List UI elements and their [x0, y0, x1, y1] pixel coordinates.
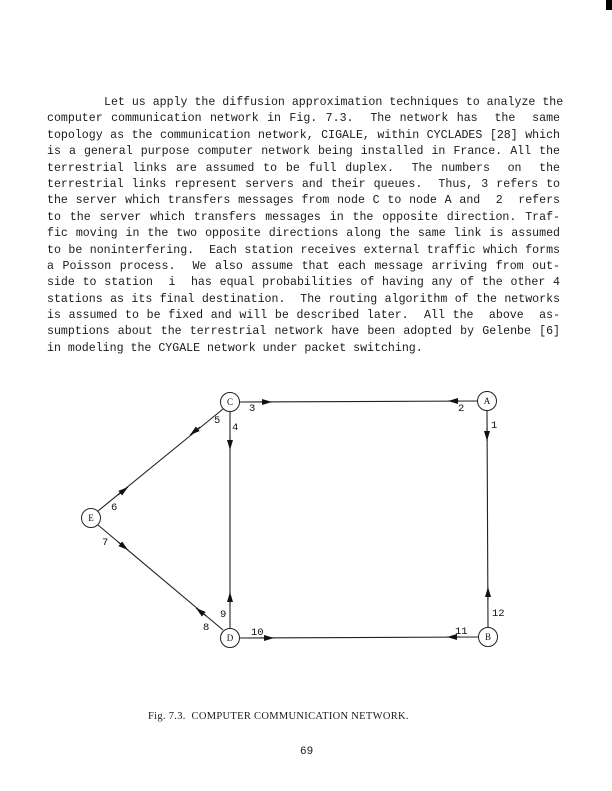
node-label-E: E — [88, 513, 94, 523]
node-label-B: B — [484, 632, 492, 642]
text-line: is a general purpose computer network being installed in France. All the — [47, 145, 560, 159]
link-C-A — [239, 401, 478, 402]
edge-label-12: 12 — [492, 608, 505, 620]
edge-label-8: 8 — [203, 622, 210, 634]
edge-label-3: 3 — [249, 403, 256, 415]
node-label-A: A — [483, 396, 491, 406]
link-D-B — [239, 637, 479, 638]
edge-label-10: 10 — [251, 627, 264, 639]
text-line: fic moving in the two opposite directions along the same link is assumed — [47, 227, 560, 241]
link-E-C — [98, 409, 223, 511]
edge-label-5: 5 — [214, 415, 221, 427]
edge-label-1: 1 — [491, 420, 498, 432]
arrow-5 — [190, 427, 200, 435]
text-line: terrestrial links are assumed to be full duplex. The numbers on the — [47, 161, 560, 175]
text-line: computer communication network in Fig. 7.3. The network has the same — [47, 112, 560, 126]
edge-label-2: 2 — [458, 403, 465, 415]
figure-caption: Fig. 7.3. COMPUTER COMMUNICATION NETWORK. — [148, 711, 409, 722]
text-line: terrestrial links represent servers and their queues. Thus, 3 refers to — [47, 177, 560, 191]
node-label-C: C — [226, 397, 234, 407]
arrow-7 — [118, 542, 128, 550]
text-line: stations as its final destination. The routing algorithm of the networks — [47, 292, 560, 306]
text-line: in modeling the CYGALE network under packet switching. — [47, 341, 423, 355]
arrow-6 — [118, 487, 128, 495]
edge-label-6: 6 — [111, 502, 118, 514]
edge-label-7: 7 — [102, 537, 109, 549]
text-line: is assumed to be fixed and will be described later. All the above as- — [47, 309, 560, 323]
text-line: the server which transfers messages from node C to node A and 2 refers — [47, 194, 560, 208]
edge-label-4: 4 — [232, 422, 239, 434]
text-line: sumptions about the terrestrial network have been adopted by Gelenbe [6] — [47, 325, 560, 339]
text-line: side to station i has equal probabilities of having any of the other 4 — [47, 276, 560, 290]
text-line: to be noninterfering. Each station receives external traffic which forms — [47, 243, 560, 257]
edge-label-11: 11 — [455, 626, 468, 638]
node-label-D: D — [226, 633, 234, 643]
text-line: Let us apply the diffusion approximation techniques to analyze the — [104, 96, 564, 109]
text-line: topology as the communication network, CIGALE, within CYCLADES [28] which — [47, 128, 560, 142]
text-line: to the server which transfers messages in the opposite direction. Traf- — [47, 210, 560, 224]
edge-label-9: 9 — [220, 609, 227, 621]
page-number: 69 — [300, 746, 314, 758]
text-line: a Poisson process. We also assume that each message arriving from out- — [47, 259, 560, 273]
arrow-8 — [196, 608, 206, 616]
